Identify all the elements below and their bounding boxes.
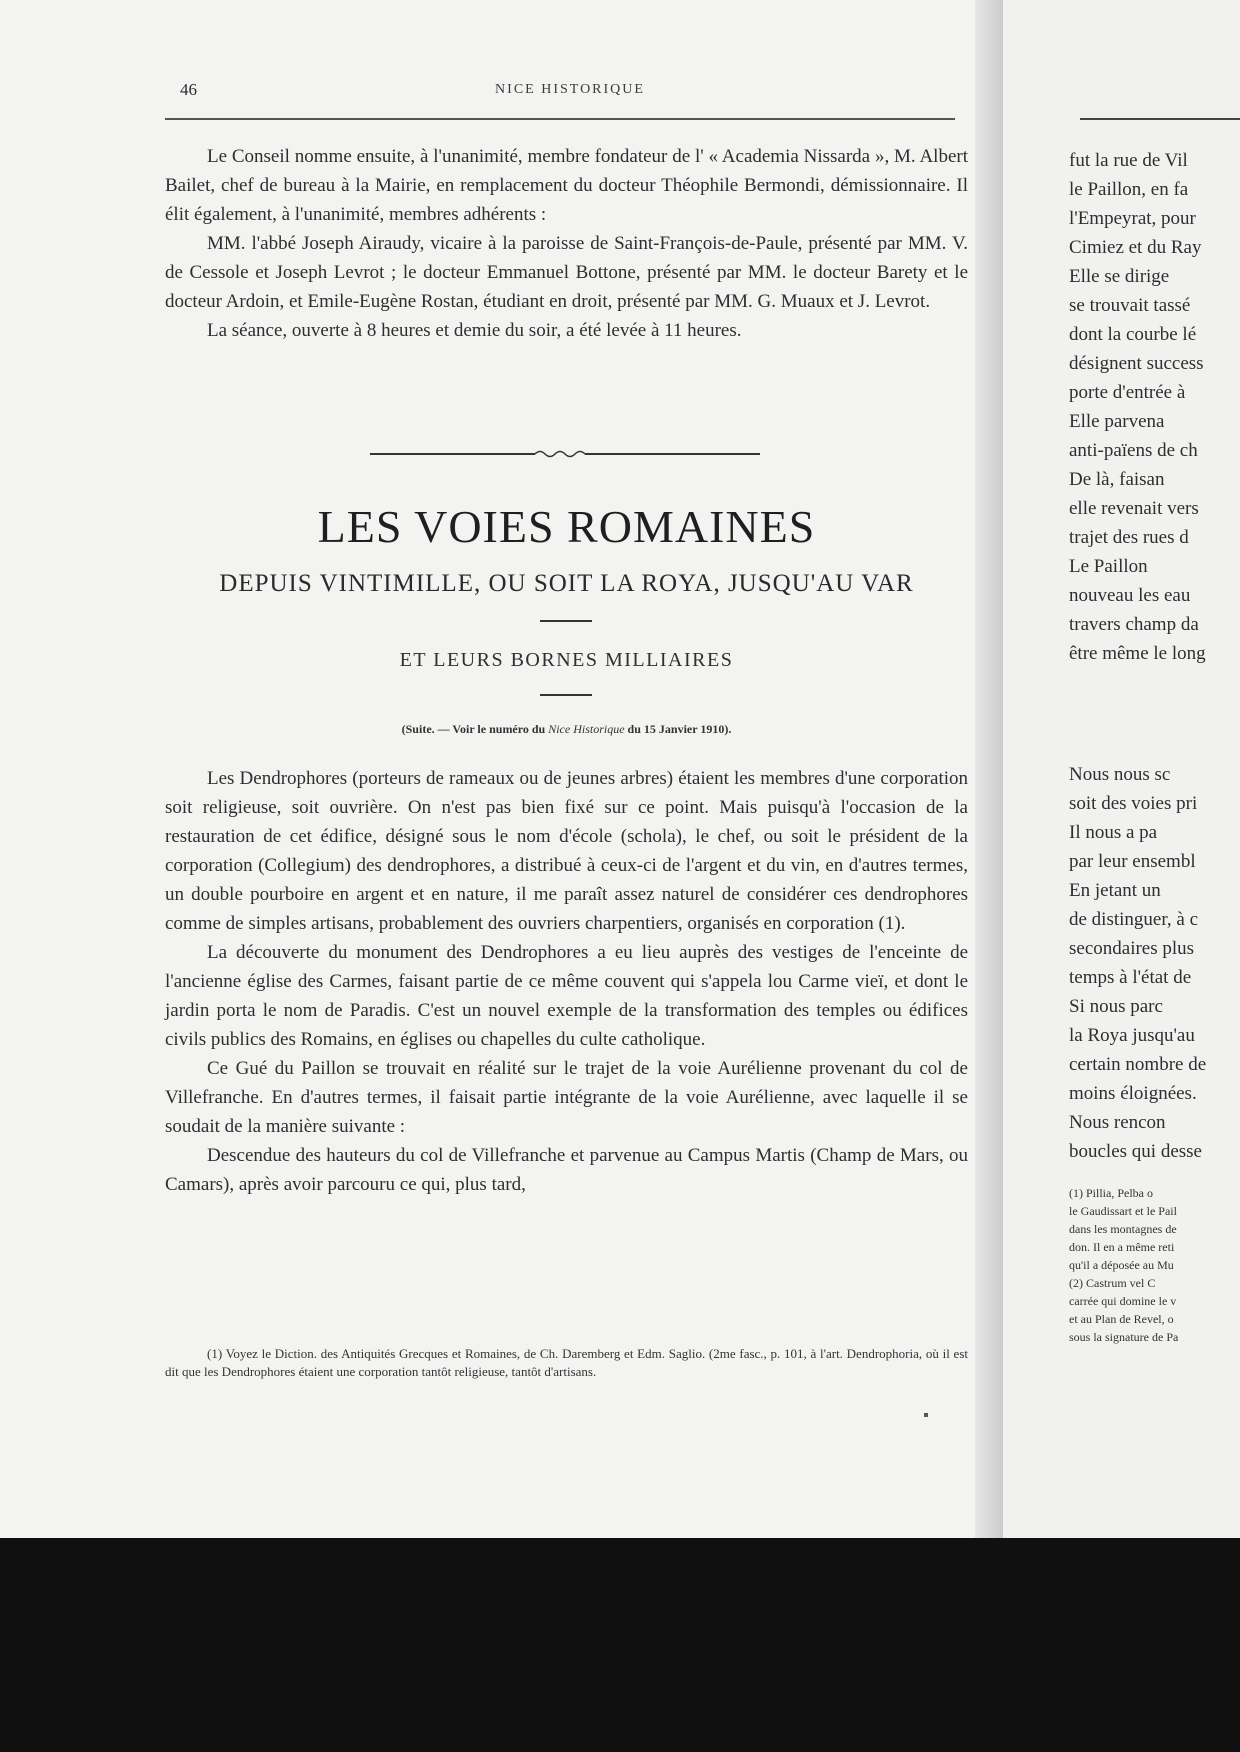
- article-paragraph: La découverte du monument des Dendrophores a eu lieu auprès des vestiges de l'enceinte de l'ancienne église des Carmes, faisant partie de ce même couvent qui s'appela lou Carme vieï, et dont le jardin porta le nom de Paradis. C'est un nouvel exemple de la transformation des temples ou édifices civils publics des Romains, en églises ou chapelles du culte catholique.: [165, 942, 968, 1050]
- scan-background: [0, 1538, 1240, 1752]
- facing-page-line: le Paillon, en fa: [1069, 179, 1189, 200]
- facing-page-line: par leur ensembl: [1069, 851, 1196, 872]
- intro-paragraph: La séance, ouverte à 8 heures et demie du soir, a été levée à 11 heures.: [207, 320, 742, 341]
- facing-page-line: Cimiez et du Ray: [1069, 237, 1202, 258]
- print-speck: [924, 1413, 928, 1417]
- short-rule: [540, 694, 592, 696]
- suite-note: [165, 722, 968, 737]
- facing-page-footnotes: [1069, 1184, 1240, 1346]
- facing-page-line: dont la courbe lé: [1069, 324, 1197, 345]
- facing-page-line: être même le long: [1069, 643, 1206, 664]
- facing-page-line: nouveau les eau: [1069, 585, 1191, 606]
- suite-note-journal: Nice Historique: [548, 722, 625, 736]
- facing-page-line: temps à l'état de: [1069, 967, 1192, 988]
- running-title: NICE HISTORIQUE: [495, 82, 645, 97]
- short-rule: [540, 620, 592, 622]
- facing-page-line: fut la rue de Vil: [1069, 150, 1188, 171]
- header-rule: [165, 118, 955, 120]
- facing-page-line: Nous nous sc: [1069, 764, 1171, 785]
- facing-page-line: carrée qui domine le v: [1069, 1294, 1177, 1308]
- facing-page-line: Elle parvena: [1069, 411, 1165, 432]
- facing-page-line: boucles qui desse: [1069, 1141, 1202, 1162]
- facing-page-line: porte d'entrée à: [1069, 382, 1186, 403]
- intro-paragraph: MM. l'abbé Joseph Airaudy, vicaire à la paroisse de Saint-François-de-Paule, présenté par MM. V. de Cessole et Joseph Levrot ; le docteur Emmanuel Bottone, présenté par MM. le docteur Barety et le docteur Ardoin, et Emile-Eugène Rostan, étudiant en droit, présenté par MM. G. Muaux et J. Levrot.: [165, 233, 968, 312]
- facing-page-line: Elle se dirige: [1069, 266, 1170, 287]
- facing-page-line: trajet des rues d: [1069, 527, 1189, 548]
- facing-page-line: En jetant un: [1069, 880, 1161, 901]
- facing-page-line: don. Il en a même reti: [1069, 1240, 1175, 1254]
- suite-note-prefix: (Suite. — Voir le numéro du: [401, 722, 546, 736]
- facing-page-line: de distinguer, à c: [1069, 909, 1199, 930]
- footnote: [165, 1345, 968, 1381]
- facing-page-text-top: [1069, 146, 1240, 668]
- facing-page-line: moins éloignées.: [1069, 1083, 1197, 1104]
- ornament-divider: [370, 448, 760, 460]
- article-paragraph: Descendue des hauteurs du col de Villefranche et parvenue au Campus Martis (Champ de Mars, ou Camars), après avoir parcouru ce qui, plus tard,: [165, 1145, 968, 1195]
- article-body: [165, 764, 968, 1199]
- facing-page-line: la Roya jusqu'au: [1069, 1025, 1195, 1046]
- article-paragraph: Ce Gué du Paillon se trouvait en réalité sur le trajet de la voie Aurélienne provenant du col de Villefranche. En d'autres termes, il faisait partie intégrante de la voie Aurélienne, avec laquelle il se soudait de la manière suivante :: [165, 1058, 968, 1137]
- page-number: 46: [180, 80, 197, 99]
- facing-page-line: De là, faisan: [1069, 469, 1165, 490]
- footnote-text: (1) Voyez le Diction. des Antiquités Grecques et Romaines, de Ch. Daremberg et Edm. Saglio. (2me fasc., p. 101, à l'art. Dendrophoria, où il est dit que les Dendrophores étaient une corporation tantôt religieuse, tantôt d'artisans.: [165, 1346, 968, 1379]
- facing-page-line: l'Empeyrat, pour: [1069, 208, 1196, 229]
- facing-page-line: travers champ da: [1069, 614, 1199, 635]
- facing-page-line: (1) Pillia, Pelba o: [1069, 1186, 1153, 1200]
- facing-page-line: sous la signature de Pa: [1069, 1330, 1179, 1344]
- facing-page-line: elle revenait vers: [1069, 498, 1199, 519]
- facing-page-line: Si nous parc: [1069, 996, 1163, 1017]
- suite-note-suffix: du 15 Janvier 1910).: [627, 722, 732, 736]
- facing-page-rule: [1080, 118, 1240, 120]
- facing-page-line: et au Plan de Revel, o: [1069, 1312, 1174, 1326]
- facing-page-line: Nous rencon: [1069, 1112, 1166, 1133]
- facing-page-line: (2) Castrum vel C: [1069, 1276, 1156, 1290]
- facing-page-line: se trouvait tassé: [1069, 295, 1191, 316]
- facing-page-line: soit des voies pri: [1069, 793, 1198, 814]
- article-title: LES VOIES ROMAINES: [317, 501, 816, 552]
- article-subtitle-2: ET LEURS BORNES MILLIAIRES: [399, 649, 734, 671]
- article-paragraph: Les Dendrophores (porteurs de rameaux ou de jeunes arbres) étaient les membres d'une corporation soit religieuse, soit ouvrière. On n'est pas bien fixé sur ce point. Mais puisqu'à l'occasion de la restauration de cet édifice, désigné sous le nom d'école (schola), le chef, ou soit le président de la corporation (Collegium) des dendrophores, a distribué à ceux-ci de l'argent et du vin, en d'autres termes, un double pourboire en argent et en nature, il me paraît assez naturel de considérer ces dendrophores comme de simples artisans, probablement des ouvriers charpentiers, organisés en corporation (1).: [165, 768, 968, 934]
- facing-page-line: dans les montagnes de: [1069, 1222, 1177, 1236]
- facing-page-line: certain nombre de: [1069, 1054, 1207, 1075]
- article-subtitle: DEPUIS VINTIMILLE, OU SOIT LA ROYA, JUSQU'AU VAR: [219, 570, 914, 597]
- facing-page-text-bottom: [1069, 760, 1240, 1166]
- facing-page-line: secondaires plus: [1069, 938, 1195, 959]
- facing-page-line: Le Paillon: [1069, 556, 1148, 577]
- facing-page-line: désignent success: [1069, 353, 1204, 374]
- facing-page-line: Il nous a pa: [1069, 822, 1158, 843]
- facing-page-line: le Gaudissart et le Pail: [1069, 1204, 1177, 1218]
- facing-page-line: anti-païens de ch: [1069, 440, 1198, 461]
- intro-paragraph: Le Conseil nomme ensuite, à l'unanimité, membre fondateur de l' « Academia Nissarda », M. Albert Bailet, chef de bureau à la Mairie, en remplacement du docteur Théophile Bermondi, démissionnaire. Il élit également, à l'unanimité, membres adhérents :: [165, 146, 968, 225]
- intro-section: [165, 142, 968, 345]
- facing-page-line: qu'il a déposée au Mu: [1069, 1258, 1174, 1272]
- running-head: [180, 80, 960, 110]
